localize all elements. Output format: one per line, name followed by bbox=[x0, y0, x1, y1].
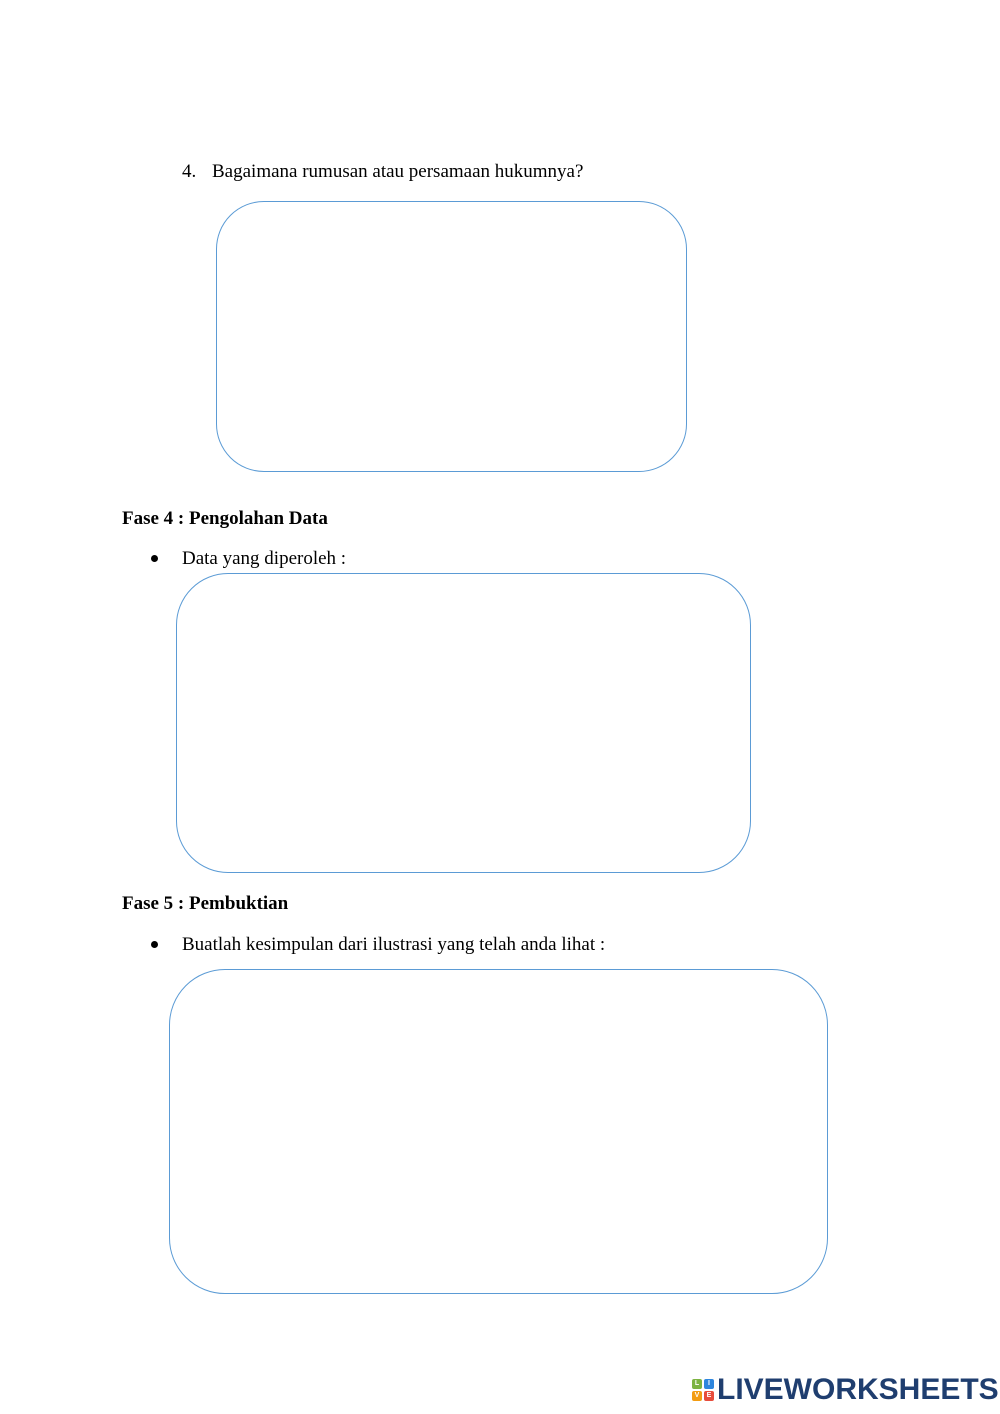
liveworksheets-logo bbox=[692, 1375, 999, 1405]
fase-5-bullet-text: Buatlah kesimpulan dari ilustrasi yang telah anda lihat : bbox=[182, 934, 606, 955]
answer-box-fase-4[interactable] bbox=[176, 573, 751, 873]
fase-4-bullet-text: Data yang diperoleh : bbox=[182, 548, 347, 569]
logo-letter-l: L bbox=[692, 1379, 702, 1389]
logo-grid-icon bbox=[692, 1379, 714, 1401]
logo-letter-i: I bbox=[704, 1379, 714, 1389]
bullet-icon bbox=[151, 555, 158, 562]
logo-wordmark: LIVEWORKSHEETS bbox=[717, 1373, 999, 1406]
logo-letter-e: E bbox=[704, 1391, 714, 1401]
fase-5-heading: Fase 5 : Pembuktian bbox=[122, 893, 289, 914]
answer-box-fase-5[interactable] bbox=[169, 969, 828, 1294]
fase-4-heading: Fase 4 : Pengolahan Data bbox=[122, 508, 328, 529]
bullet-icon bbox=[151, 941, 158, 948]
answer-box-question-4[interactable] bbox=[216, 201, 687, 472]
question-4-text: Bagaimana rumusan atau persamaan hukumnya? bbox=[212, 161, 584, 182]
logo-letter-v: V bbox=[692, 1391, 702, 1401]
question-4-number: 4. bbox=[182, 161, 197, 182]
